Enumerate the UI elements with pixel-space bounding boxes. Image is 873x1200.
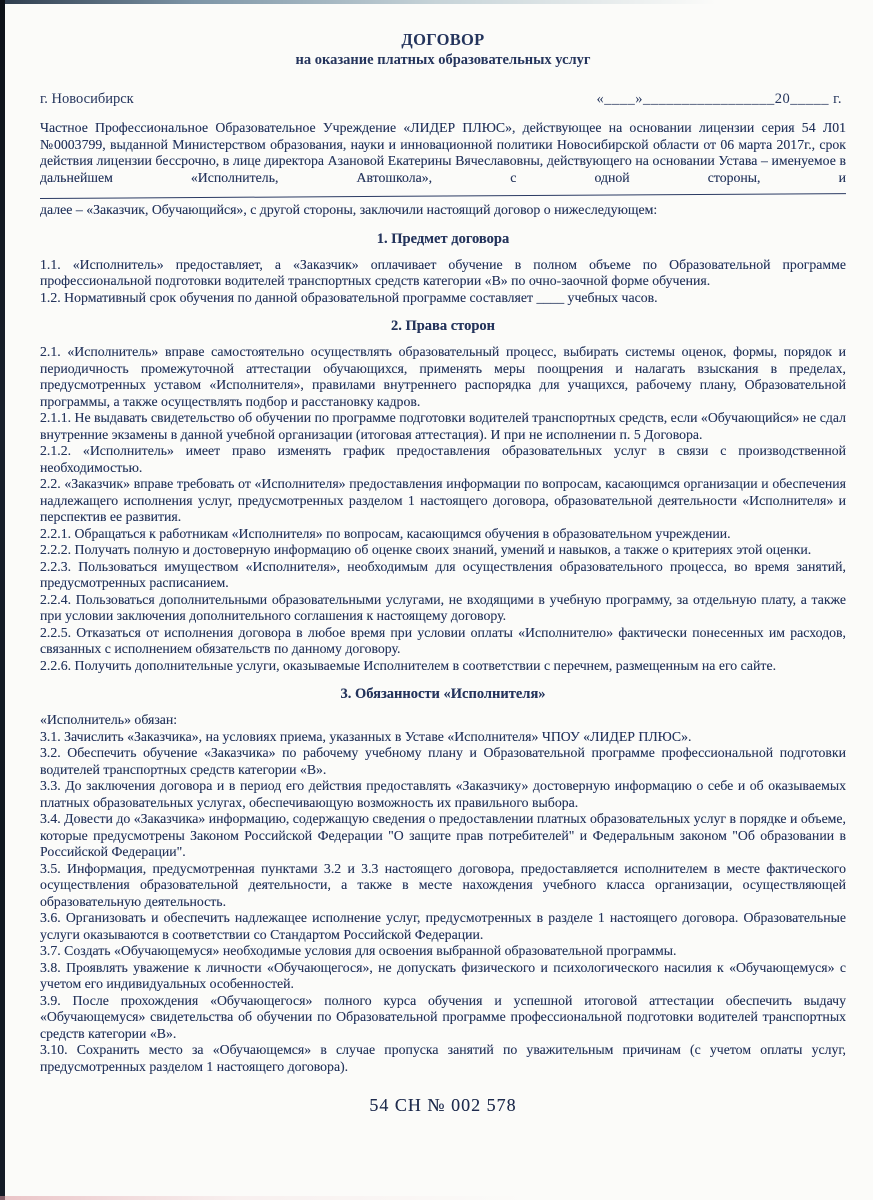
clause-2-2: 2.2. «Заказчик» вправе требовать от «Исполнителя» предоставления информации по вопросам, касающимся организации и обеспечения надлежащего исполнения услуг, предусмотренных разделом 1 настоящего договора, образовательной деятельности «Исполнителя» и перспектив ее развития. <box>40 476 846 524</box>
section-heading-obligations: 3. Обязанности «Исполнителя» <box>340 686 546 702</box>
clause-1-1: 1.1. «Исполнитель» предоставляет, а «Заказчик» оплачивает обучение в полном объеме по Образовательной программе профессиональной подготовки водителей транспортных средств категории «В» по очно-заочной форме обучения. <box>40 256 846 288</box>
form-number: 54 СН № 002 578 <box>369 1095 517 1115</box>
clause-3-2: 3.2. Обеспечить обучение «Заказчика» по рабочему учебному плану и Образовательной программе профессиональной подготовки водителей транспортных средств категории «В». <box>40 745 846 777</box>
clause-2-2-6: 2.2.6. Получить дополнительные услуги, оказываемые Исполнителем в соответствии с перечнем, размещенным на его сайте. <box>40 657 777 673</box>
clause-2-2-3: 2.2.3. Пользоваться имуществом «Исполнителя», необходимым для осуществления образовательного процесса, во время занятий, предусмотренных расписанием. <box>40 558 846 590</box>
clause-2-2-5: 2.2.5. Отказаться от исполнения договора в любое время при условии оплаты «Исполнителю» фактически понесенных им расходов, связанных с исполнением обязательств по данному договору. <box>40 624 846 656</box>
clause-2-2-4: 2.2.4. Пользоваться дополнительными образовательными услугами, не входящими в учебную программу, за отдельную плату, а также при условии заключения дополнительного соглашения к настоящему договору. <box>40 591 846 623</box>
party-note: далее – «Заказчик, Обучающийся», с другой стороны, заключили настоящий договор о нижеследующем: <box>40 202 658 217</box>
section-heading-rights: 2. Права сторон <box>390 318 496 334</box>
clause-3-10: 3.10. Сохранить место за «Обучающемся» в случае пропуска занятий по уважительным причинам (с учетом оплаты услуг, предусмотренных разделом 1 настоящего договора). <box>40 1042 846 1074</box>
clause-3-3: 3.3. До заключения договора и в период его действия предоставлять «Заказчику» достоверную информацию о себе и об оказываемых платных образовательных услугах, обеспечивающую возможность их правильного выбора. <box>40 778 846 810</box>
clause-2-2-1: 2.2.1. Обращаться к работникам «Исполнителя» по вопросам, касающимся обучения в образовательном учреждении. <box>40 525 731 541</box>
clause-3-9: 3.9. После прохождения «Обучающегося» полного курса обучения и успешной итоговой аттестации обеспечить выдачу «Обучающемуся» свидетельства об обучении по Образовательной программе профессиональной подготовки водителей транспортных средств категории «В». <box>40 992 846 1041</box>
doc-subtitle: на оказание платных образовательных услуг <box>295 52 591 68</box>
intro-paragraph: Частное Профессиональное Образовательное Учреждение «ЛИДЕР ПЛЮС», действующее на основании лицензии серия 54 Л01 №0003799, выданной Министерством образования, науки и инновационной политики Новосибирской области от 06 марта 2017г., срок действия лицензии бессрочно, в лице директора Азановой Екатерины Вячеславовны, действующего на основании Устава – именуемое в дальнейшем «Исполнитель, Автошкола», с одной стороны, и <box>40 120 846 185</box>
clause-2-1: 2.1. «Исполнитель» вправе самостоятельно осуществлять образовательный процесс, выбирать системы оценок, формы, порядок и периодичность промежуточной аттестации обучающихся, применять меры поощрения и налагать взыскания в пределах, предусмотренных уставом «Исполнителя», правилами внутреннего распорядка для учащихся, рабочему плану, Образовательной программы, а также осуществлять подбор и расстановку кадров. <box>40 344 846 409</box>
clause-3-5: 3.5. Информация, предусмотренная пунктами 3.2 и 3.3 настоящего договора, предоставляется исполнителем в месте фактического осуществления образовательной деятельности, а также в месте нахождения учебного класса организации, осуществляющей образовательную деятельность. <box>40 860 846 909</box>
scan-edge-bottom <box>0 1196 524 1200</box>
clause-1-2: 1.2. Нормативный срок обучения по данной образовательной программе составляет ____ учебных часов. <box>40 289 658 305</box>
executor-obliged-intro: «Исполнитель» обязан: <box>40 712 178 727</box>
clause-3-6: 3.6. Организовать и обеспечить надлежащее исполнение услуг, предусмотренных в разделе 1 настоящего договора. Образовательные услуги оказываются в соответствии со Стандартом Российской Федерации. <box>40 910 846 942</box>
section-heading-subject: 1. Предмет договора <box>376 230 510 247</box>
doc-title: ДОГОВОР <box>401 30 485 49</box>
party-name-fill-line <box>40 193 846 199</box>
clause-3-7: 3.7. Создать «Обучающемуся» необходимые условия для освоения выбранной образовательной программы. <box>40 943 677 958</box>
clause-3-4: 3.4. Довести до «Заказчика» информацию, содержащую сведения о предоставлении платных образовательных услуг в порядке и объеме, которые предусмотрены Законом Российской Федерации "О защите прав потребителей" и Федеральным законом "Об образовании в Российской Федерации". <box>40 811 846 859</box>
scan-edge-left <box>0 0 5 1200</box>
clause-2-1-2: 2.1.2. «Исполнитель» имеет право изменять график предоставления образовательных услуг в связи с производственной необходимостью. <box>40 443 846 475</box>
city-date-row <box>40 91 846 108</box>
clause-3-8: 3.8. Проявлять уважение к личности «Обучающегося», не допускать физического и психологического насилия к «Обучающемуся» с учетом его индивидуальных особенностей. <box>40 959 846 991</box>
clause-2-1-1: 2.1.1. Не выдавать свидетельство об обучении по программе подготовки водителей транспортных средств, если «Обучающийся» не сдал внутренние экзамены в данной учебной организации (итоговая аттестация). И при не исполнении п. 5 Договора. <box>40 410 846 442</box>
clause-3-1: 3.1. Зачислить «Заказчика», на условиях приема, указанных в Уставе «Исполнителя» ЧПОУ «ЛИДЕР ПЛЮС». <box>40 728 692 744</box>
doc-date-blank: «____»_________________20_____ г. <box>596 91 842 107</box>
document-content <box>40 30 846 1116</box>
doc-city: г. Новосибирск <box>40 91 134 107</box>
clause-2-2-2: 2.2.2. Получать полную и достоверную информацию об оценке своих знаний, умений и навыков, а также о критериях этой оценки. <box>40 542 812 557</box>
scan-edge-top <box>0 0 873 4</box>
